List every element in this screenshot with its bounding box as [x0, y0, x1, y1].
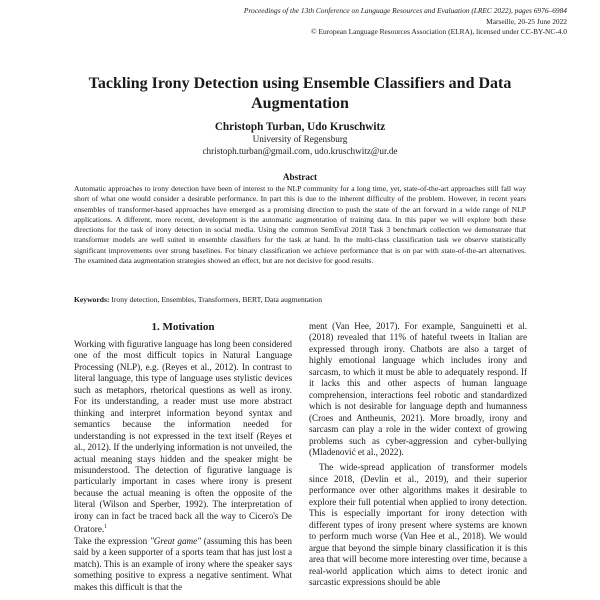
- keywords-label: Keywords:: [74, 295, 110, 304]
- license-notice: © European Language Resources Association (ELRA), licensed under CC-BY-NC-4.0: [310, 27, 567, 36]
- author-emails: christoph.turban@gmail.com, udo.kruschwitz@ur.de: [202, 145, 398, 156]
- section-heading-motivation: 1. Motivation: [151, 321, 215, 333]
- footnote-marker: 1: [104, 524, 108, 531]
- body-paragraph: [74, 339, 292, 536]
- page-header: [244, 6, 567, 38]
- left-column: [74, 339, 292, 593]
- body-paragraph: [74, 536, 292, 593]
- keywords-text: Irony detection, Ensembles, Transformers, BERT, Data augmentation: [111, 295, 323, 304]
- author-affiliation-block: [0, 134, 600, 157]
- paper-title: Tackling Irony Detection using Ensemble Classifiers and Data Augmentation: [88, 75, 512, 112]
- conference-location: Marseille, 20-25 June 2022: [486, 16, 567, 26]
- keywords: [74, 295, 526, 305]
- quoted-expression: "Great game": [149, 535, 202, 546]
- abstract-text: Automatic approaches to irony detection have been of interest to the NLP community for a long time, yet, state-of-the-art approaches still fall way short of what one would consider a desirable performance. In part this is due to the inherent difficulty of the problem. However, in recent years ensembles of transformer-based approaches have emerged as a promising direction to push the state of the art forward in a wide range of NLP applications. A different, more recent, development is the automatic augmentation of training data. In this paper we will explore both these directions for the task of irony detection in social media. Using the common SemEval 2018 Task 3 benchmark collection we demonstrate that transformer models are well suited in ensemble classifiers for the task at hand. In the multi-class classification task we observe statistically significant improvements over strong baselines. For binary classification we achieve performance that is on par with state-of-the-art alternatives. The examined data augmentation strategies showed an effect, but are not decisive for good results.: [74, 184, 526, 266]
- paragraph-text: (assuming this has been said by a keen supporter of a sports team that has just lost a match). This is an example of irony where the speaker says something positive to express a negative sentiment. What makes this difficult is that the: [74, 535, 292, 592]
- body-paragraph: The wide-spread application of transformer models since 2018, (Devlin et al., 2019), and their superior performance over other algorithms makes it desirable to explore their full potential when applied to irony detection. This is especially important for irony detection with different types of irony present where systems are known to perform much worse (Van Hee et al., 2018). We would argue that beyond the simple binary classification it is this area that will become more interesting over time, because a real-world application which aims to detect ironic and sarcastic expressions should be able: [309, 462, 527, 587]
- conference-info: Proceedings of the 13th Conference on Language Resources and Evaluation (LREC 2022), pages 6976–6984: [243, 6, 567, 15]
- paragraph-text: Working with figurative language has long been considered one of the most difficult topics in Natural Language Processing (NLP), e.g. (Reyes et al., 2012). In contrast to literal language, this type of language uses stylistic devices such as metaphors, rhetorical questions as well as irony. For its understanding, a reader must use more abstract thinking and interpret information beyond syntax and semantics because the information needed for understanding is not expressed in the text itself (Reyes et al., 2012). If the underlying information is not unveiled, the actual meaning stays hidden and the speaker might be misunderstood. The detection of figurative language is particularly important in cases where irony is present because the actual meaning is often the opposite of the literal (Wilson and Sperber, 1992). The interpretation of irony can in fact be traced back all the way to Cicero's De Oratore.: [74, 339, 292, 535]
- right-column: [309, 321, 527, 588]
- paper-authors: Christoph Turban, Udo Kruschwitz: [214, 121, 386, 133]
- paragraph-text: Take the expression: [74, 535, 150, 546]
- abstract-heading: Abstract: [282, 172, 318, 182]
- affiliation: University of Regensburg: [252, 134, 348, 144]
- body-paragraph: ment (Van Hee, 2017). For example, Sanguinetti et al. (2018) revealed that 11% of hateful tweets in Italian are expressed through irony. Chatbots are also a target of highly emotional language which includes irony and sarcasm, to which it must be able to adequately respond. If it lacks this and other aspects of human language comprehension, interactions feel robotic and standardized which is not desirable for language depth and humanness (Croes and Antheunis, 2021). More broadly, irony and sarcasm can play a role in the wider context of growing problems such as cyber-aggression and cyber-bullying (Mladenović et al., 2022).: [309, 321, 527, 457]
